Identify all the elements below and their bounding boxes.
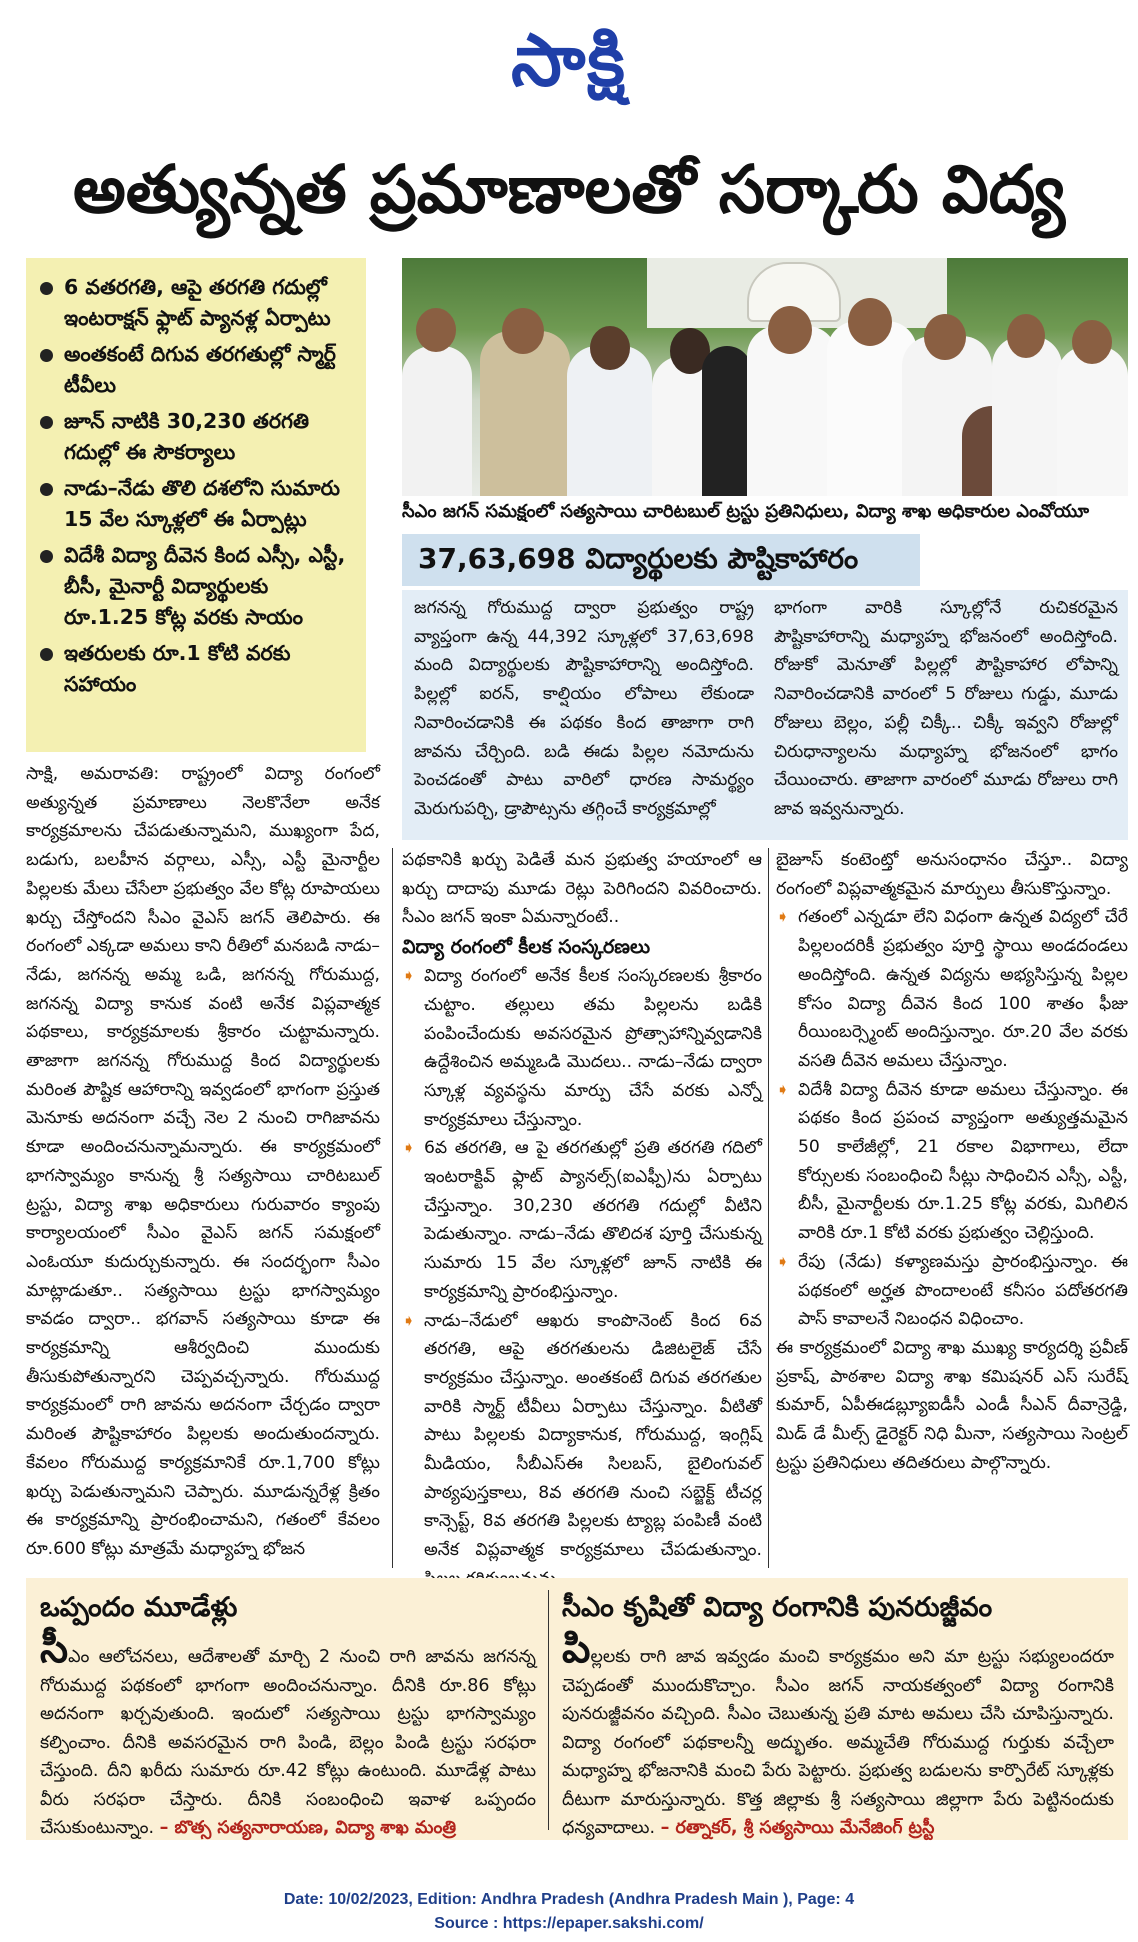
quote-text: ఎం ఆలోచనలు, ఆదేశాలతో మార్చి 2 నుంచి రాగి జావను జగనన్న గోరుముద్ద పథకంలో భాగంగా అందించనున్నాం. దీనికి రూ.86 కోట్లు అదనంగా ఖర్చవుతుంది. ఇందులో సత్యసాయి ట్రస్టు భాగస్వామ్యం కల్పించాం. దీనికి అవసరమైన రాగి పిండి, బెల్లం పిండి ట్రస్టు సరఫరా చేస్తుంది. దీని ఖరీదు సుమారు రూ.42 కోట్లు ఉంటుంది. మూడేళ్ల పాటు వీరు సరఫరా చేస్తారు. దీనికి సంబంధించి ఇవాళ ఒప్పందం చేసుకుంటున్నాం. xyxy=(40,1647,536,1838)
quote-title: ఒప్పందం మూడేళ్లు xyxy=(40,1592,238,1623)
footer-source: Source : https://epaper.sakshi.com/ xyxy=(434,1915,704,1932)
box-divider xyxy=(548,1590,549,1830)
masthead-logo: సాక్షి xyxy=(511,18,627,102)
highlights-box xyxy=(26,258,366,752)
article-col3 xyxy=(776,846,1128,1477)
highlight-item: 6 వతరగతి, ఆపై తరగతి గదుల్లో ఇంటరాక్షన్ ఫ్లాట్ ప్యానళ్ల ఏర్పాటు xyxy=(38,272,354,334)
footer-date-edition: Date: 10/02/2023, Edition: Andhra Pradesh (Andhra Pradesh Main ), Page: 4 xyxy=(283,1891,855,1908)
nutrition-text-col2: భాగంగా వారికి స్కూల్లోనే రుచికరమైన పౌష్టికాహారాన్ని మధ్యాహ్న భోజనంలో అందిస్తోంది. రోజుకో మెనూతో పిల్లల్లో పౌష్టికాహార లోపాన్ని నివారించడానికి వారంలో 5 రోజులు గుడ్డు, మూడు రోజులు బెల్లం, పల్లీ చిక్కీ.. చిక్కీ ఇవ్వని రోజుల్లో చిరుధాన్యాలను మధ్యాహ్న భోజనంలో భాగం చేయించారు. తాజాగా వారంలో మూడు రోజులు రాగి జావ ఇవ్వనున్నారు. xyxy=(774,598,1118,819)
photo-person-head xyxy=(1072,320,1112,364)
photo-person xyxy=(1057,346,1128,496)
photo-person xyxy=(992,336,1062,496)
quote-box-right xyxy=(562,1588,1114,1843)
reform-bullet: ➧ రేపు (నేడు) కళ్యాణమస్తు ప్రారంభిస్తున్నాం. ఈ పథకంలో అర్హత పొందాలంటే కనీసం పదోతరగతి పాస్ కావాలనే నిబంధన విధించాం. xyxy=(776,1248,1128,1334)
photo-person-head xyxy=(768,306,812,354)
quote-box-left xyxy=(40,1588,536,1843)
quote-signature: – బొత్స సత్యనారాయణ, విద్యా శాఖ మంత్రి xyxy=(159,1818,456,1838)
photo-person-head xyxy=(924,314,966,360)
nutrition-subhead: 37,63,698 విద్యార్థులకు పౌష్టికాహారం xyxy=(402,534,920,586)
reform-bullet: ➧ 6వ తరగతి, ఆ పై తరగతుల్లో ప్రతి తరగతి గదిలో ఇంటరాక్టివ్ ఫ్లాట్ ప్యానల్స్(ఐఎఫ్పీ)ను ఏర్పాటు చేస్తున్నాం. 30,230 తరగతి గదుల్లో వీటిని పెడుతున్నాం. నాడు–నేడు తొలిదశ పూర్తి చేసుకున్న సుమారు 15 వేల స్కూళ్లలో జూన్ నాటికి ఈ కార్యక్రమాన్ని ప్రారంభిస్తున్నాం. xyxy=(402,1134,762,1306)
column-divider xyxy=(392,848,393,1568)
quote-body xyxy=(562,1626,1114,1843)
reform-bullet: ➧ నాడు–నేడులో ఆఖరు కాంపొనెంట్ కింద 6వ తరగతి, ఆపై తరగతులను డిజిటలైజ్ చేసే కార్యక్రమం చేస్తున్నాం. అంతకంటే దిగువ తరగతుల వారికి స్మార్ట్ టీవీలు ఏర్పాటు చేస్తున్నాం. వీటితో పాటు పిల్లలకు విద్యాకానుక, గోరుముద్ద, ఇంగ్లిష్ మీడియం, సీబీఎస్ఈ సిలబస్, బైలింగువల్ పాఠ్యపుస్తకాలు, 8వ తరగతి నుంచి సబ్జెక్ట్ టీచర్ల కాన్సెప్ట్, 8వ తరగతి పిల్లలకు ట్యాబ్ల పంపిణీ వంటి అనేక విప్లవాత్మక కార్యక్రమాలు చేపడుతున్నాం. xyxy=(402,1307,762,1594)
highlight-item: ఇతరులకు రూ.1 కోటి వరకు సహాయం xyxy=(38,638,354,700)
photo-person-head xyxy=(848,298,892,346)
article-col2-intro: పథకానికి ఖర్చు పెడితే మన ప్రభుత్వ హయాంలో ఆ ఖర్చు దాదాపు మూడు రెట్లు పెరిగిందని వివరించారు. సీఎం జగన్ ఇంకా ఏమన్నారంటే.. xyxy=(402,850,762,928)
quote-title: సీఎం కృషితో విద్యా రంగానికి పునరుజ్జీవం xyxy=(562,1592,993,1623)
photo-person-head xyxy=(502,308,544,354)
masthead xyxy=(0,0,1138,110)
photo-person xyxy=(480,331,570,496)
article-col2 xyxy=(402,846,762,1594)
column-divider xyxy=(768,848,769,1568)
highlight-item: జూన్ నాటికి 30,230 తరగతి గదుల్లో ఈ సౌకర్యాలు xyxy=(38,406,354,468)
reform-bullet: ➧ విద్యా రంగంలో అనేక కీలక సంస్కరణలకు శ్రీకారం చుట్టాం. తల్లులు తమ పిల్లలను బడికి పంపించేందుకు అవసరమైన ప్రోత్సాహాన్నివ్వడానికి ఉద్దేశించిన అమ్మఒడి మొదలు.. నాడు–నేడు ద్వారా స్కూళ్ల వ్యవస్థను మార్పు చేసే వరకు ఎన్నో కార్యక్రమాలు చేస్తున్నాం. xyxy=(402,962,762,1134)
quote-body xyxy=(40,1626,536,1843)
article-col3-closing: ఈ కార్యక్రమంలో విద్యా శాఖ ముఖ్య కార్యదర్శి ప్రవీణ్ ప్రకాష్, పాఠశాల విద్యా శాఖ కమిషనర్ ఎస్ సురేష్ కుమార్, ఏపీఈడబ్ల్యూఐడీసీ ఎండీ సీఎన్ దీవాన్రెడ్డి, మిడ్ డే మీల్స్ డైరెక్టర్ నిధి మీనా, సత్యసాయి సెంట్రల్ ట్రస్టు ప్రతినిధులు తదితరులు పాల్గొన్నారు. xyxy=(776,1337,1128,1473)
photo-person-head xyxy=(1007,314,1045,358)
highlight-item: విదేశీ విద్యా దీవెన కింద ఎస్సీ, ఎస్టీ, బీసీ, మైనార్టీ విద్యార్థులకు రూ.1.25 కోట్ల వరకు సాయం xyxy=(38,540,354,633)
article-col3-intro: బైజూస్ కంటెంట్తో అనుసంధానం చేస్తూ.. విద్యా రంగంలో విప్లవాత్మకమైన మార్పులు తీసుకొస్తున్నాం. xyxy=(776,850,1128,899)
photo-person-head xyxy=(416,308,456,352)
reform-bullet: ➧ విదేశీ విద్యా దీవెన కూడా అమలు చేస్తున్నాం. ఈ పథకం కింద ప్రపంచ వ్యాప్తంగా అత్యుత్తమమైన 50 కాలేజీల్లో, 21 రకాల విభాగాలు, లేదా కోర్సులకు సంబంధించి సీట్లు సాధించిన ఎస్సీ, ఎస్టీ, బీసీ, మైనార్టీలకు రూ.1.25 కోట్ల వరకు, మిగిలిన వారికి రూ.1 కోటి వరకు ప్రభుత్వం చెల్లిస్తుంది. xyxy=(776,1076,1128,1248)
headline: అత్యున్నత ప్రమాణాలతో సర్కారు విద్య xyxy=(72,151,1065,228)
photo-caption: సీఎం జగన్ సమక్షంలో సత్యసాయి చారిటబుల్ ట్రస్టు ప్రతినిధులు, విద్యా శాఖ అధికారుల ఎంవోయూ xyxy=(402,501,1090,522)
article-col1: సాక్షి, అమరావతి: రాష్ట్రంలో విద్యా రంగంలో అత్యున్నత ప్రమాణాలు నెలకొనేలా అనేక కార్యక్రమాలను చేపడుతున్నామని, ముఖ్యంగా పేద, బడుగు, బలహీన వర్గాలు, ఎస్సీ, ఎస్టీ మైనార్టీల పిల్లలకు మేలు చేసేలా ప్రభుత్వం వేల కోట్ల రూపాయలు ఖర్చు చేస్తోందని సీఎం వైఎస్ జగన్ తెలిపారు. ఈ రంగంలో ఎక్కడా అమలు కాని రీతిలో మనబడి నాడు–నేడు, జగనన్న అమ్మ ఒడి, జగనన్న గోరుముద్ద, జగనన్న విద్యా కానుక వంటి అనేక విప్లవాత్మక పథకాలు, కార్యక్రమాలకు శ్రీకారం చుట్టామన్నారు. తాజాగా జగనన్న గోరుముద్ద కింద విద్యార్థులకు మరింత పౌష్టిక ఆహారాన్ని ఇవ్వడంలో భాగంగా ప్రస్తుత మెనూకు అదనంగా వచ్చే నెల 2 నుంచి రాగిజావను కూడా అందించనున్నామన్నారు. ఈ కార్యక్రమంలో భాగస్వామ్యం కానున్న శ్రీ సత్యసాయి చారిటబుల్ ట్రస్టు, విద్యా శాఖ అధికారులు గురువారం క్యాంపు కార్యాలయంలో సీఎం వైఎస్ జగన్ సమక్షంలో ఎంఓయూ కుదుర్చుకున్నారు. ఈ సందర్భంగా సీఎం మాట్లాడుతూ.. సత్యసాయి ట్రస్టు భాగస్వామ్యం కావడం ద్వారా.. భగవాన్ సత్యసాయి కూడా ఈ కార్యక్రమాన్ని ఆశీర్వదించి ముందుకు తీసుకుపోతున్నారని చెప్పవచ్చన్నారు. గోరుముద్ద కార్యక్రమంలో రాగి జావను అదనంగా చేర్చడం ద్వారా మరింత పౌష్టికాహారం పిల్లలకు అందుతుందన్నారు. కేవలం గోరుముద్ద కార్యక్రమానికే రూ.1,700 కోట్లు ఖర్చు పెడుతున్నామని చెప్పారు. మూడున్నరేళ్ల క్రితం ఈ కార్యక్రమాన్ని ప్రారంభించామని, గతంలో కేవలం రూ.600 కోట్లు మాత్రమే మధ్యాహ్న భోజన xyxy=(26,764,380,1559)
photo-person xyxy=(402,346,472,496)
highlight-item: అంతకంటే దిగువ తరగతుల్లో స్మార్ట్ టీవీలు xyxy=(38,339,354,401)
nutrition-text-col1: జగనన్న గోరుముద్ద ద్వారా ప్రభుత్వం రాష్ట్ర వ్యాప్తంగా ఉన్న 44,392 స్కూళ్లలో 37,63,698 మంది విద్యార్థులకు పౌష్టికాహారాన్ని అందిస్తోంది. పిల్లల్లో ఐరన్, కాల్షియం లోపాలు లేకుండా నివారించడానికి ఈ పథకం కింద తాజాగా రాగి జావను చేర్చింది. బడి ఈడు పిల్లల నమోదును పెంచడంతో పాటు వారిలో ధారణ సామర్థ్యం మెరుగుపర్చి, డ్రాపౌట్సను తగ్గించే కార్యక్రమాల్లో xyxy=(414,598,754,819)
quote-text: ల్లలకు రాగి జావ ఇవ్వడం మంచి కార్యక్రమం అని మా ట్రస్టు సభ్యులందరూ చెప్పడంతో ముందుకొచ్చాం. సీఎం జగన్ నాయకత్వంలో విద్యా రంగానికి పునరుజ్జీవనం వచ్చింది. సీఎం చెబుతున్న ప్రతి మాట అమలు చేసి చూపిస్తున్నారు. విద్యా రంగంలో పథకాలన్నీ అద్భుతం. అమ్మచేతి గోరుముద్ద గుర్తుకు వచ్చేలా మధ్యాహ్న భోజనానికి మంచి పేరు పెట్టారు. ప్రభుత్వ బడులను కార్పొరేట్ స్కూళ్లకు దీటుగా మారుస్తున్నారు. కొత్త జిల్లాకు శ్రీ సత్యసాయి జిల్లాగా పేరు పెట్టినందుకు ధన్యవాదాలు. xyxy=(562,1647,1114,1838)
dropcap: పి xyxy=(562,1626,591,1672)
dropcap: సీ xyxy=(40,1626,69,1672)
photo-person-head xyxy=(590,326,630,370)
footer xyxy=(0,1888,1138,1936)
photo-person xyxy=(702,346,752,496)
quote-signature: – రత్నాకర్, శ్రీ సత్యసాయి మేనేజింగ్ ట్రస్టీ xyxy=(660,1818,935,1838)
highlight-item: నాడు–నేడు తొలి దశలోని సుమారు 15 వేల స్కూళ్లలో ఈ ఏర్పాట్లు xyxy=(38,473,354,535)
reforms-heading: విద్యా రంగంలో కీలక సంస్కరణలు xyxy=(402,936,651,959)
reform-bullet: ➧ గతంలో ఎన్నడూ లేని విధంగా ఉన్నత విద్యలో చేరే పిల్లలందరికీ ప్రభుత్వం పూర్తి స్థాయి అండదండలు అందిస్తోంది. ఉన్నత విద్యను అభ్యసిస్తున్న పిల్లల కోసం విద్యా దీవెన కింద 100 శాతం ఫీజు రీయింబర్స్మెంట్ అందిస్తున్నాం. రూ.20 వేల వరకు వసతి దీవెన అమలు చేస్తున్నాం. xyxy=(776,903,1128,1075)
news-photo xyxy=(402,258,1128,496)
